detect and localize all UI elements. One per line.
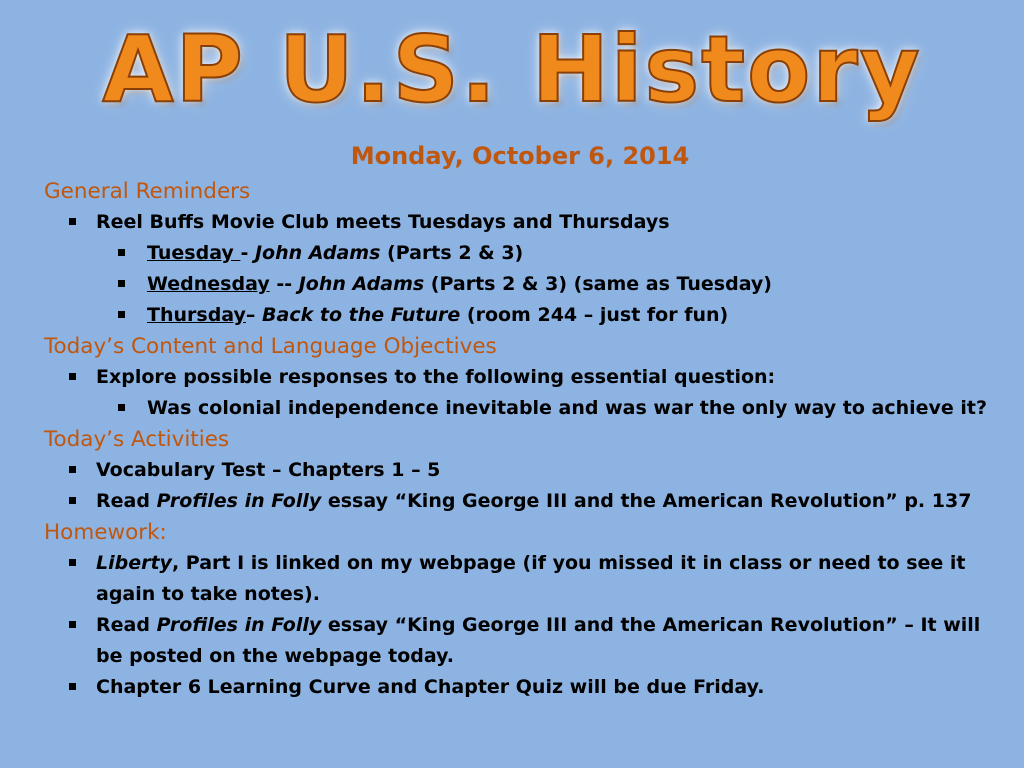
homework-list <box>44 548 1012 703</box>
square-bullet-icon <box>118 404 125 411</box>
activities-list <box>44 455 1012 517</box>
list-item <box>44 455 1012 486</box>
separator: – <box>245 304 263 326</box>
list-item-text: (Parts 2 & 3) (same as Tuesday) <box>424 273 772 295</box>
list-item <box>44 393 1012 424</box>
list-item-text: Read <box>96 614 157 636</box>
square-bullet-icon <box>118 311 125 318</box>
list-item <box>44 269 1012 300</box>
book-title: Profiles in Folly <box>156 490 322 512</box>
film-title: John Adams <box>254 242 381 264</box>
square-bullet-icon <box>69 683 76 690</box>
list-item-text: essay “King George III and the American Revolution” p. 137 <box>321 490 972 512</box>
heading-objectives: Today’s Content and Language Objectives <box>44 334 497 359</box>
list-item <box>44 610 1012 672</box>
list-item-text: (room 244 – just for fun) <box>460 304 729 326</box>
day-label: Thursday <box>147 304 246 326</box>
film-title: Back to the Future <box>262 304 461 326</box>
list-item <box>44 362 1012 393</box>
list-item-text: Chapter 6 Learning Curve and Chapter Quiz will be due Friday. <box>96 676 765 698</box>
slide-date: Monday, October 6, 2014 <box>350 142 690 170</box>
list-item <box>44 548 1012 610</box>
objectives-list <box>44 362 1012 424</box>
square-bullet-icon <box>69 497 76 504</box>
film-title: John Adams <box>298 273 425 295</box>
square-bullet-icon <box>69 621 76 628</box>
square-bullet-icon <box>118 249 125 256</box>
list-item <box>44 238 1012 269</box>
list-item <box>44 207 1012 238</box>
heading-activities: Today’s Activities <box>44 427 230 452</box>
separator: -- <box>269 273 299 295</box>
separator: - <box>240 242 255 264</box>
slide-title: AP U.S. History <box>102 16 922 123</box>
book-title: Liberty <box>96 552 172 574</box>
list-item-text: Explore possible responses to the following essential question: <box>96 366 776 388</box>
reminders-list <box>44 207 1012 331</box>
slide-content <box>44 176 1012 703</box>
square-bullet-icon <box>69 466 76 473</box>
list-item <box>44 300 1012 331</box>
list-item-text: Read <box>96 490 157 512</box>
day-label: Tuesday <box>147 242 241 264</box>
square-bullet-icon <box>69 373 76 380</box>
list-item <box>44 672 1012 703</box>
list-item-text: Vocabulary Test – Chapters 1 – 5 <box>96 459 441 481</box>
heading-general-reminders: General Reminders <box>44 179 251 204</box>
list-item-text: (Parts 2 & 3) <box>380 242 524 264</box>
list-item-text: essay “King George III and the American Revolution” – It will be posted on the webpage today. <box>96 614 981 667</box>
book-title: Profiles in Folly <box>156 614 322 636</box>
list-item-text: , Part I is linked on my webpage (if you missed it in class or need to see it again to take notes). <box>96 552 966 605</box>
day-label: Wednesday <box>147 273 270 295</box>
essential-question: Was colonial independence inevitable and was war the only way to achieve it? <box>147 397 988 419</box>
square-bullet-icon <box>69 559 76 566</box>
square-bullet-icon <box>69 218 76 225</box>
list-item-text: Reel Buffs Movie Club meets Tuesdays and Thursdays <box>96 211 670 233</box>
square-bullet-icon <box>118 280 125 287</box>
heading-homework: Homework: <box>44 520 167 545</box>
list-item <box>44 486 1012 517</box>
